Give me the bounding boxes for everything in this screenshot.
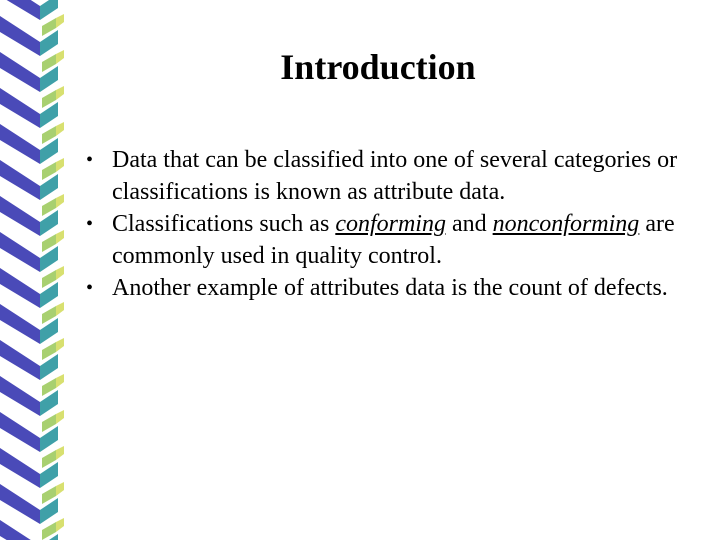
- emphasis-conforming: conforming: [335, 211, 446, 237]
- bullet-icon: •: [86, 277, 94, 299]
- bullet-text-3: Another example of attributes data is the count of defects.: [112, 275, 668, 301]
- bullet-icon: •: [86, 149, 94, 171]
- bullet-item-1: [86, 144, 696, 208]
- bullet-icon: •: [86, 213, 94, 235]
- text-fragment: are commonly used in quality control.: [112, 211, 675, 269]
- bullet-item-2: [86, 208, 696, 272]
- bullet-text-1: Data that can be classified into one of several categories or classifications is known as attribute data.: [112, 147, 678, 205]
- slide-title: Introduction: [280, 47, 476, 87]
- bullet-item-3: [86, 272, 696, 304]
- emphasis-nonconforming: nonconforming: [492, 211, 640, 237]
- bullet-list: [86, 144, 696, 304]
- text-fragment: Classifications such as: [112, 211, 336, 237]
- decorative-ribbon-border: [0, 0, 72, 540]
- bullet-text-2: [112, 211, 675, 269]
- text-fragment: and: [445, 211, 493, 237]
